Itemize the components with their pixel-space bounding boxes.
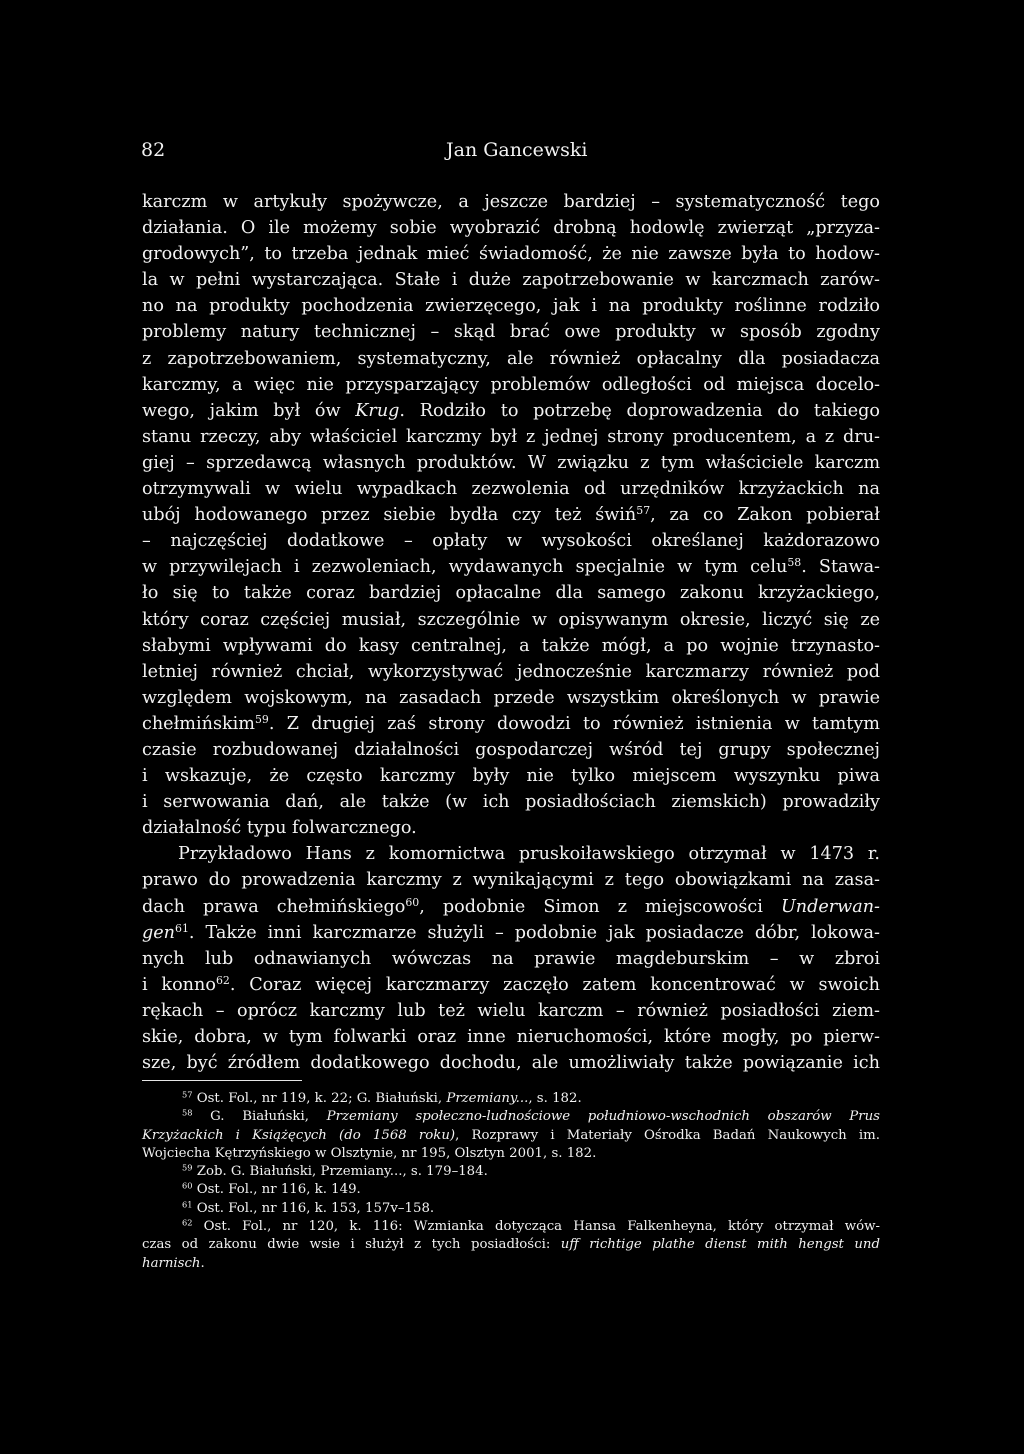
text-run: stanu rzeczy, aby właściciel karczmy był z jednej strony producentem, a z dru-	[142, 426, 880, 447]
text-line	[142, 894, 880, 920]
footnote-marker: 57	[182, 1089, 193, 1100]
footnote-line	[142, 1236, 880, 1254]
text-line	[142, 398, 880, 424]
italic-text: gen	[142, 922, 176, 943]
text-line	[142, 946, 880, 972]
text-line	[142, 633, 880, 659]
footnote-marker: 59	[182, 1162, 193, 1173]
footnote-reference: 62	[215, 973, 230, 987]
text-run: czas od zakonu dwie wsie i służył z tych posiadłości:	[142, 1237, 561, 1253]
text-run: Ost. Fol., nr 116, k. 149.	[192, 1182, 361, 1198]
text-run: czasie rozbudowanej działalności gospodarczej wśród tej grupy społecznej	[142, 739, 880, 760]
page-number: 82	[141, 139, 166, 161]
text-run: grodowych”, to trzeba jednak mieć świadomość, że nie zawsze była to hodow-	[142, 244, 880, 265]
text-run: wego, jakim był ów	[142, 400, 356, 421]
text-run: Zob. G. Białuński, Przemiany..., s. 179–184.	[192, 1164, 488, 1180]
text-line	[142, 920, 880, 946]
text-line	[142, 372, 880, 398]
text-line	[142, 607, 880, 633]
text-line	[142, 267, 880, 293]
text-line	[142, 867, 880, 893]
text-run: Ost. Fol., nr 120, k. 116: Wzmianka dotycząca Hansa Falkenheyna, który otrzymał wów-	[192, 1219, 880, 1235]
text-run: . Coraz więcej karczmarzy zaczęło zatem koncentrować w swoich	[229, 974, 880, 995]
text-line	[142, 215, 880, 241]
text-run: giej – sprzedawcą własnych produktów. W związku z tym właściciele karczm	[142, 452, 880, 473]
text-run: , Rozprawy i Materiały Ośrodka Badań Naukowych im.	[455, 1127, 880, 1143]
footnote-marker: 61	[182, 1199, 193, 1210]
text-run: prawo do prowadzenia karczmy z wynikającymi z tego obowiązkami na zasa-	[142, 870, 880, 891]
text-line	[142, 711, 880, 737]
text-run: działania. O ile możemy sobie wyobrazić drobną hodowlę zwierząt „przyza-	[142, 218, 880, 239]
text-run: problemy natury technicznej – skąd brać owe produkty w sposób zgodny	[142, 322, 880, 343]
footnote-marker: 60	[182, 1180, 193, 1191]
footnote-line	[142, 1218, 880, 1236]
text-line	[142, 346, 880, 372]
text-run: G. Białuński,	[192, 1109, 327, 1125]
text-line	[142, 815, 880, 841]
text-run: otrzymywali w wielu wypadkach zezwolenia od urzędników krzyżackich na	[142, 479, 880, 500]
text-run: . Z drugiej zaś strony dowodzi to również istnienia w tamtym	[268, 713, 880, 734]
text-run: i serwowania dań, ale także (w ich posiadłościach ziemskich) prowadziły	[142, 792, 880, 813]
text-run: nych lub odnawianych wówczas na prawie magdeburskim – w zbroi	[142, 948, 880, 969]
text-run: działalność typu folwarcznego.	[142, 818, 417, 839]
text-line	[142, 972, 880, 998]
footnote-marker: 58	[182, 1107, 193, 1118]
text-run: w przywilejach i zezwoleniach, wydawanych specjalnie w tym celu	[142, 557, 788, 578]
footnote-line	[142, 1163, 880, 1181]
text-run: który coraz częściej musiał, szczególnie w opisywanym okresie, liczyć się ze	[142, 609, 880, 630]
italic-text: uff richtige plathe dienst mith hengst und	[560, 1237, 881, 1253]
text-run: , za co Zakon pobierał	[650, 505, 880, 526]
text-run: i konno	[142, 974, 216, 995]
text-line	[142, 998, 880, 1024]
italic-text: harnisch	[142, 1255, 201, 1271]
text-run: Ost. Fol., nr 116, k. 153, 157v–158.	[192, 1200, 435, 1216]
footnote-line	[142, 1255, 880, 1273]
text-run: ubój hodowanego przez siebie bydła czy też świń	[142, 505, 637, 526]
footnote-marker: 62	[182, 1217, 193, 1228]
text-run: rękach – oprócz karczmy lub też wielu karczm – również posiadłości ziem-	[142, 1000, 880, 1021]
text-run: słabymi wpływami do kasy centralnej, a także mógł, a po wojnie trzynasto-	[142, 635, 880, 656]
text-run: Ost. Fol., nr 119, k. 22; G. Białuński,	[192, 1091, 447, 1106]
footnote-line	[142, 1108, 880, 1126]
footnote-line	[142, 1200, 880, 1218]
footnote-reference: 57	[636, 504, 651, 518]
text-run: – najczęściej dodatkowe – opłaty w wysokości określanej każdorazowo	[142, 531, 880, 552]
footnote-reference: 60	[405, 895, 420, 909]
text-line	[142, 685, 880, 711]
text-run: i wskazuje, że często karczmy były nie tylko miejscem wyszynku piwa	[142, 766, 880, 787]
text-run: .	[200, 1255, 205, 1271]
text-line	[142, 528, 880, 554]
text-line	[142, 241, 880, 267]
footnote-line	[142, 1090, 880, 1108]
text-run: ło się to także coraz bardziej opłacalne dla samego zakonu krzyżackiego,	[142, 583, 880, 604]
footnotes	[142, 1090, 880, 1273]
text-line	[142, 789, 880, 815]
text-run: , s. 182.	[528, 1091, 582, 1106]
text-line	[142, 424, 880, 450]
text-run: . Także inni karczmarze służyli – podobnie jak posiadacze dóbr, lokowa-	[188, 922, 880, 943]
text-run: Przykładowo Hans z komornictwa pruskoiławskiego otrzymał w 1473 r.	[178, 844, 880, 865]
text-run: karczmy, a więc nie przysparzający problemów odległości od miejsca docelo-	[142, 374, 880, 395]
text-run: skie, dobra, w tym folwarki oraz inne nieruchomości, które mogły, po pierw-	[142, 1027, 880, 1047]
text-line	[142, 502, 880, 528]
footnote-line	[142, 1127, 880, 1145]
text-line	[142, 319, 880, 345]
text-line	[142, 293, 880, 319]
text-run: z zapotrzebowaniem, systematyczny, ale również opłacalny dla posiadacza	[142, 348, 880, 369]
body-text	[142, 189, 880, 1076]
text-run: Wojciecha Kętrzyńskiego w Olsztynie, nr 195, Olsztyn 2001, s. 182.	[142, 1145, 597, 1161]
italic-text: Przemiany społeczno-ludnościowe południowo-wschodnich obszarów Prus	[326, 1109, 880, 1125]
text-line	[142, 1024, 880, 1050]
text-run: karczm w artykuły spożywcze, a jeszcze bardziej – systematyczność tego	[142, 192, 880, 212]
italic-text: Underwan-	[780, 896, 881, 917]
footnote-reference: 58	[787, 556, 802, 570]
text-run: dach prawa chełmińskiego	[142, 896, 406, 917]
text-line	[142, 554, 880, 580]
text-run: , podobnie Simon z miejscowości	[419, 896, 781, 917]
text-run: chełmińskim	[142, 713, 255, 734]
footnote-line	[142, 1145, 880, 1163]
running-head: Jan Gancewski	[446, 139, 588, 161]
text-line	[142, 841, 880, 867]
text-run: la w pełni wystarczająca. Stałe i duże zapotrzebowanie w karczmach zarów-	[142, 270, 880, 291]
text-line	[142, 189, 880, 215]
text-run: letniej również chciał, wykorzystywać jednocześnie karczmarzy również pod	[142, 661, 880, 682]
footnote-reference: 61	[175, 921, 189, 935]
text-run: . Stawa-	[801, 557, 880, 578]
text-run: względem wojskowym, na zasadach przede wszystkim określonych w prawie	[142, 687, 880, 708]
text-line	[142, 476, 880, 502]
text-run: . Rodziło to potrzebę doprowadzenia do takiego	[399, 400, 880, 421]
text-line	[142, 659, 880, 685]
text-run: sze, być źródłem dodatkowego dochodu, ale umożliwiały także powiązanie ich	[142, 1053, 880, 1074]
italic-text: Krug	[355, 400, 400, 421]
italic-text: Przemiany...	[446, 1091, 529, 1106]
footnote-reference: 59	[254, 712, 269, 726]
text-line	[142, 1050, 880, 1076]
text-run: no na produkty pochodzenia zwierzęcego, jak i na produkty roślinne rodziło	[142, 296, 880, 317]
text-line	[142, 763, 880, 789]
footnote-line	[142, 1181, 880, 1199]
italic-text: Krzyżackich i Książęcych (do 1568 roku)	[142, 1127, 456, 1143]
text-line	[142, 450, 880, 476]
text-line	[142, 737, 880, 763]
text-line	[142, 580, 880, 606]
footnote-divider	[142, 1080, 302, 1081]
